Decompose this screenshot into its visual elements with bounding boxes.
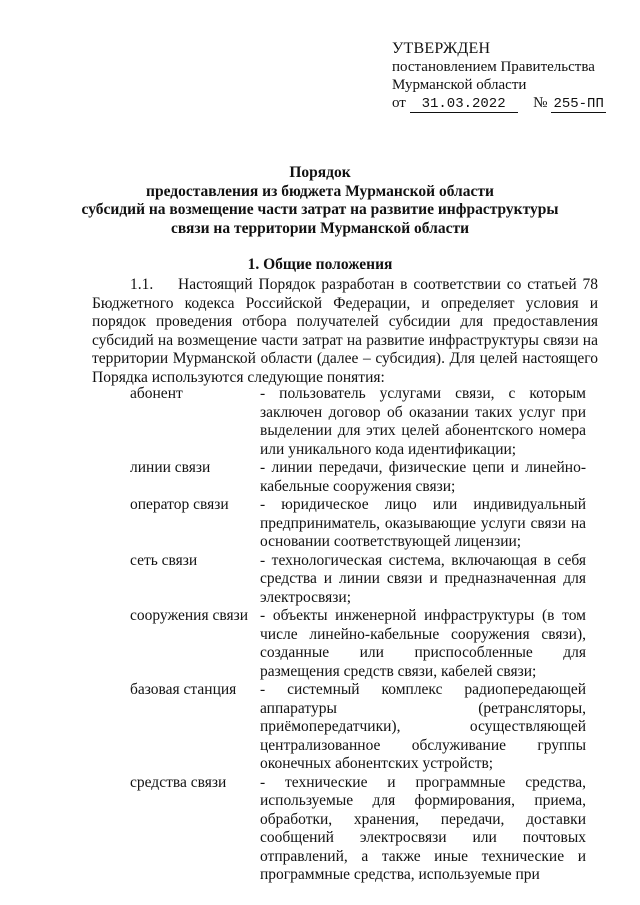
approval-date: 31.03.2022 — [410, 96, 518, 113]
definition-text: - технологическая система, включающая в себя средства и линии связи и предназначенная для электросвязи; — [260, 551, 586, 606]
approval-date-line — [392, 94, 612, 113]
definition-text: - линии передачи, физические цепи и линейно-кабельные сооружения связи; — [260, 459, 586, 495]
paragraph-number: 1.1. — [130, 276, 154, 293]
definition-term: оператор связи — [130, 496, 229, 513]
definition-term: абонент — [130, 385, 183, 402]
definition-item — [92, 459, 598, 496]
definition-item — [92, 607, 598, 681]
definitions-list — [92, 385, 598, 885]
approval-stamp — [392, 40, 612, 113]
title-line-4: связи на территории Мурманской области — [170, 219, 470, 237]
approval-line-2: Мурманской области — [392, 77, 527, 93]
definition-term: средства связи — [130, 773, 227, 791]
definition-item — [92, 496, 598, 552]
paragraph-1-1 — [92, 276, 598, 387]
document-title — [70, 164, 570, 238]
definition-term: базовая станция — [130, 681, 237, 698]
section-heading: 1. Общие положения — [247, 256, 393, 273]
definition-term: сеть связи — [130, 551, 198, 569]
definition-text: - технические и программные средства, используемые для формирования, приема, обработки, хранения, передачи, доставки сообщений электросвязи или почтовых отправлений, а также иные технические и программные средства, используемые при — [260, 773, 586, 883]
definition-text: - юридическое лицо или индивидуальный предприниматель, оказывающие услуги связи на основании соответствующей лицензии; — [260, 496, 586, 550]
title-line-3: субсидий на возмещение части затрат на развитие инфраструктуры — [81, 201, 559, 218]
definition-term: сооружения связи — [130, 607, 248, 624]
definition-item — [92, 681, 598, 774]
definition-text: - объекты инженерной инфраструктуры (в том числе линейно-кабельные сооружения связи), созданные или приспособленные для размещения средств связи, кабелей связи; — [260, 607, 586, 680]
definition-item — [92, 552, 598, 608]
paragraph-text: Настоящий Порядок разработан в соответствии со статьей 78 Бюджетного кодекса Российской Федерации, и определяет условия и порядок проведения отбора получателей субсидии для предоставления субсидий на возмещение части затрат на развитие инфраструктуры связи на территории Мурманской области (далее – субсидия). Для целей настоящего Порядка используются следующие понятия: — [92, 276, 598, 386]
approval-from-label: от — [392, 95, 406, 111]
title-line-2: предоставления из бюджета Мурманской области — [146, 182, 494, 200]
definition-term: линии связи — [130, 459, 211, 476]
definition-item — [92, 774, 598, 885]
approval-heading: УТВЕРЖДЕН — [392, 40, 491, 57]
definition-text: - пользователь услугами связи, с которым заключен договор об оказании таких услуг при выделении для этих целей абонентского номера или уникального кода идентификации; — [260, 385, 586, 458]
approval-line-1: постановлением Правительства — [392, 59, 595, 75]
approval-number: 255-ПП — [551, 96, 606, 113]
approval-number-label: № — [533, 95, 548, 111]
definition-text: - системный комплекс радиопередающей аппаратуры (ретрансляторы, приёмопередатчики), осуществляющей централизованное обслуживание группы оконечных абонентских устройств; — [260, 681, 586, 772]
title-line-1: Порядок — [289, 164, 351, 181]
definition-item — [92, 385, 598, 459]
